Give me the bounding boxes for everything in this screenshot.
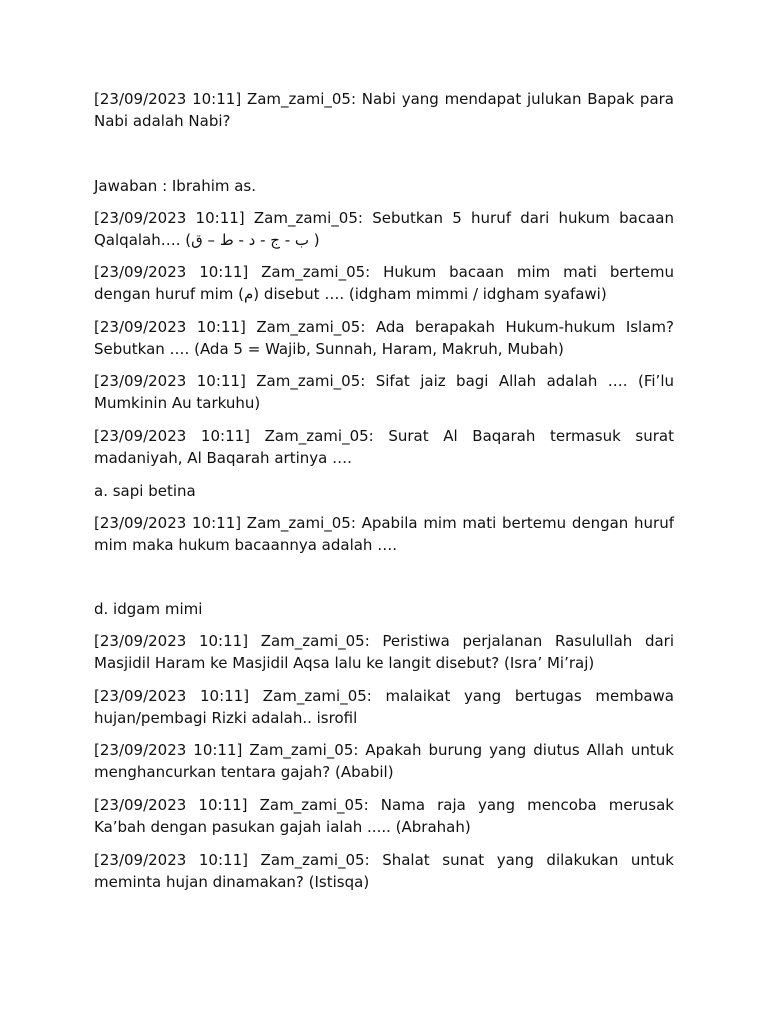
question-paragraph: [23/09/2023 10:11] Zam_zami_05: Shalat sunat yang dilakukan untuk meminta hujan dinamakan? (Istisqa) [94,851,674,891]
question-paragraph: [23/09/2023 10:11] Zam_zami_05: malaikat yang bertugas membawa hujan/pembagi Rizki adalah.. isrofil [94,687,674,727]
question-paragraph: [23/09/2023 10:11] Zam_zami_05: Nama raja yang mencoba merusak Ka’bah dengan pasukan gajah ialah ..... (Abrahah) [94,796,674,836]
question-paragraph: [23/09/2023 10:11] Zam_zami_05: Apabila mim mati bertemu dengan huruf mim maka hukum bacaannya adalah …. [94,514,674,554]
question-paragraph: [23/09/2023 10:11] Zam_zami_05: Nabi yang mendapat julukan Bapak para Nabi adalah Nabi? [94,90,674,130]
answer-paragraph: Jawaban : Ibrahim as. [94,177,257,195]
question-paragraph: [23/09/2023 10:11] Zam_zami_05: Hukum bacaan mim mati bertemu dengan huruf mim (م) disebut …. (idgham mimmi / idgham syafawi) [94,263,674,303]
answer-paragraph: d. idgam mimi [94,600,203,618]
question-paragraph: [23/09/2023 10:11] Zam_zami_05: Sebutkan 5 huruf dari hukum bacaan Qalqalah…. (ب - ج - د - ط – ق ) [94,209,674,249]
question-paragraph: [23/09/2023 10:11] Zam_zami_05: Ada berapakah Hukum-hukum Islam? Sebutkan …. (Ada 5 = Wajib, Sunnah, Haram, Makruh, Mubah) [94,318,674,358]
answer-paragraph: a. sapi betina [94,482,196,500]
question-paragraph: [23/09/2023 10:11] Zam_zami_05: Peristiwa perjalanan Rasulullah dari Masjidil Haram ke Masjidil Aqsa lalu ke langit disebut? (Isra’ Mi’raj) [94,632,674,672]
question-paragraph: [23/09/2023 10:11] Zam_zami_05: Apakah burung yang diutus Allah untuk menghancurkan tentara gajah? (Ababil) [94,741,674,781]
question-paragraph: [23/09/2023 10:11] Zam_zami_05: Sifat jaiz bagi Allah adalah …. (Fi’lu Mumkinin Au tarkuhu) [94,372,674,412]
question-paragraph: [23/09/2023 10:11] Zam_zami_05: Surat Al Baqarah termasuk surat madaniyah, Al Baqarah artinya …. [94,427,674,467]
